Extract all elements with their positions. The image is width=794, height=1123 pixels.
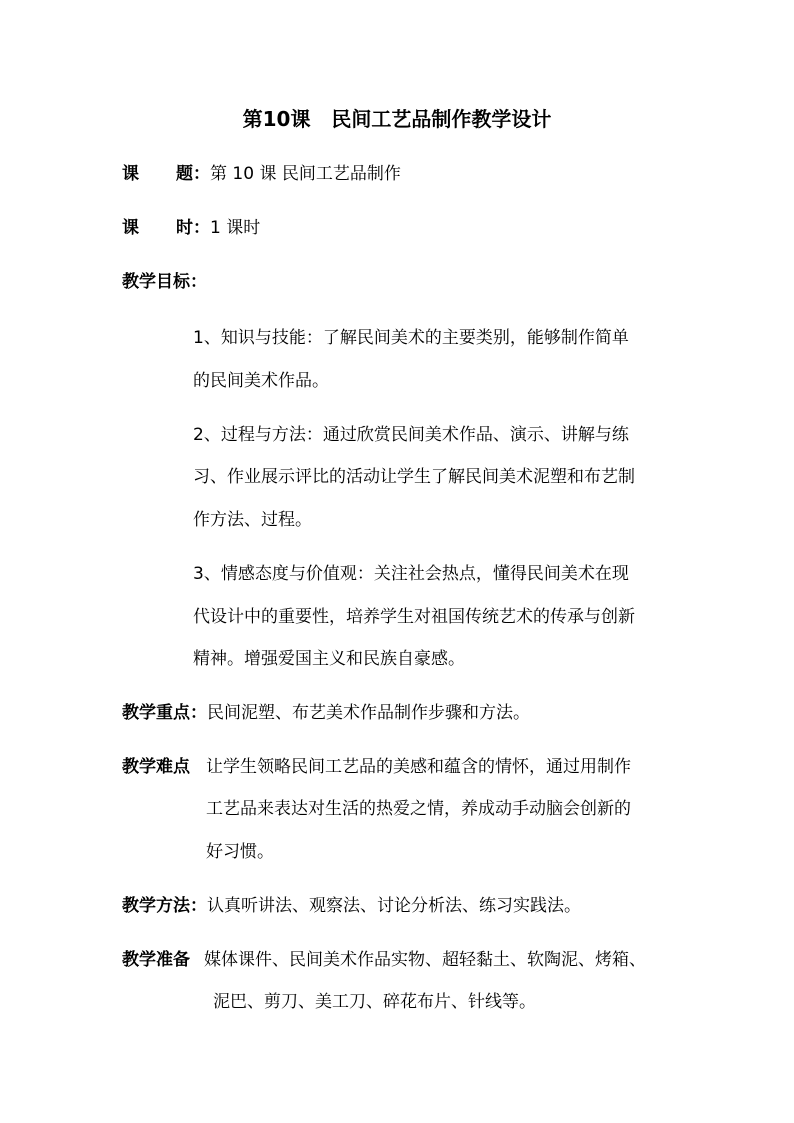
objective-3-line-3: 精神。增强爱国主义和民族自豪感。 [193, 649, 465, 669]
key-points-label: 教学重点： [122, 703, 207, 723]
period-label-a: 课 [122, 218, 139, 238]
objective-2-line-2: 习、作业展示评比的活动让学生了解民间美术泥塑和布艺制 [193, 467, 635, 487]
difficulties-value-line-2: 工艺品来表达对生活的热爱之情，养成动手动脑会创新的 [206, 799, 631, 819]
objective-2-line-3: 作方法、过程。 [193, 510, 312, 530]
course-row [122, 162, 401, 186]
course-label-b: 题： [176, 164, 210, 184]
preparation-row [122, 948, 646, 972]
key-points-value: 民间泥塑、布艺美术作品制作步骤和方法。 [207, 703, 530, 723]
preparation-value-line-1: 媒体课件、民间美术作品实物、超轻黏土、软陶泥、烤箱、 [204, 950, 646, 970]
period-label-b: 时： [176, 218, 210, 238]
objective-2-line-1: 2、过程与方法：通过欣赏民间美术作品、演示、讲解与练 [193, 425, 629, 445]
objective-3-line-1: 3、情感态度与价值观：关注社会热点，懂得民间美术在现 [193, 564, 629, 584]
objective-1-line-2: 的民间美术作品。 [193, 371, 329, 391]
period-value: 1 课时 [210, 218, 261, 238]
preparation-label: 教学准备 [122, 950, 190, 970]
course-label-a: 课 [122, 164, 139, 184]
difficulties-row [122, 755, 631, 779]
difficulties-label: 教学难点 [122, 757, 190, 777]
page-title: 第10课 民间工艺品制作教学设计 [242, 107, 552, 131]
difficulties-value-line-3: 好习惯。 [206, 842, 274, 862]
methods-label: 教学方法： [122, 896, 207, 916]
difficulties-value-line-1: 让学生领略民间工艺品的美感和蕴含的情怀，通过用制作 [206, 757, 631, 777]
key-points-row [122, 701, 530, 725]
objective-3-line-2: 代设计中的重要性，培养学生对祖国传统艺术的传承与创新 [193, 607, 635, 627]
methods-value: 认真听讲法、观察法、讨论分析法、练习实践法。 [207, 896, 581, 916]
course-value: 第 10 课 民间工艺品制作 [210, 164, 401, 184]
preparation-value-line-2: 泥巴、剪刀、美工刀、碎花布片、针线等。 [213, 992, 536, 1012]
objective-1-line-1: 1、知识与技能：了解民间美术的主要类别，能够制作简单 [193, 328, 629, 348]
objectives-label: 教学目标： [122, 272, 207, 292]
methods-row [122, 894, 581, 918]
period-row [122, 216, 260, 240]
